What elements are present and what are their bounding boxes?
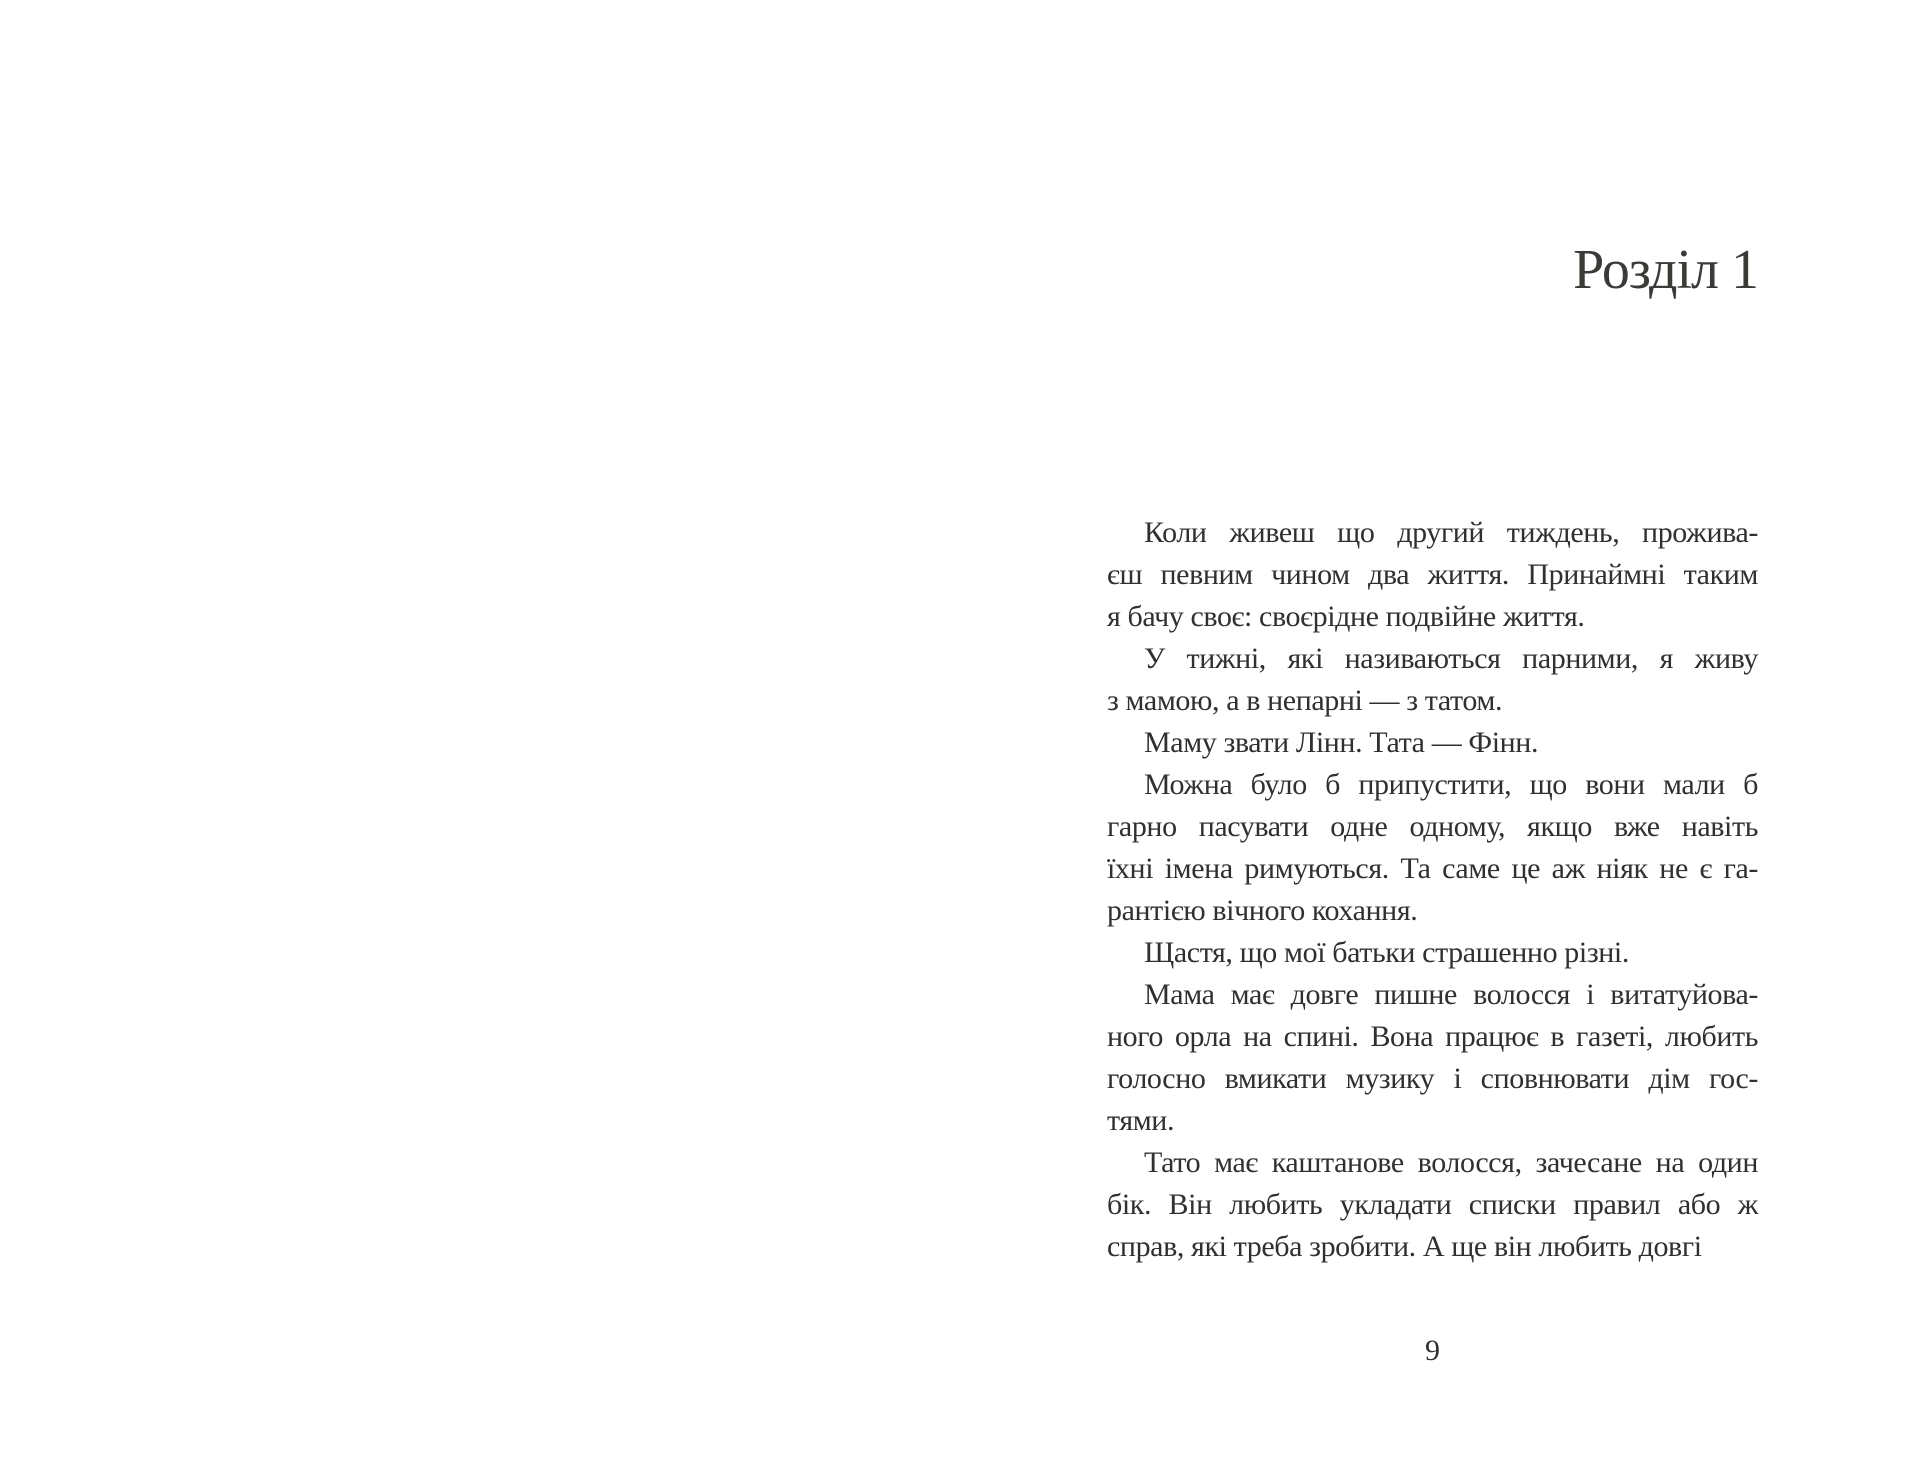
- text-block: [1107, 512, 1758, 1268]
- text-line: рантією вічного кохання.: [1107, 894, 1418, 927]
- text-line: голосно вмикати музику і сповнювати дім гос-: [1107, 1062, 1758, 1095]
- text-line: справ, які треба зробити. А ще він любить довгі: [1107, 1230, 1702, 1263]
- text-line: ного орла на спині. Вона працює в газеті, любить: [1107, 1020, 1758, 1053]
- text-line: їхні імена римуються. Та саме це аж ніяк не є га-: [1107, 852, 1758, 885]
- text-line: я бачу своє: своєрідне подвійне життя.: [1107, 600, 1585, 633]
- text-line: бік. Він любить укладати списки правил або ж: [1107, 1188, 1758, 1221]
- text-line: гарно пасувати одне одному, якщо вже навіть: [1107, 810, 1758, 843]
- text-line: Мама має довге пишне волосся і витатуйова-: [1144, 978, 1758, 1011]
- text-line: з мамою, а в непарні — з татом.: [1107, 684, 1503, 717]
- chapter-title: Розділ 1: [1573, 239, 1758, 301]
- text-line: Тато має каштанове волосся, зачесане на один: [1144, 1146, 1758, 1179]
- page-number: 9: [1425, 1334, 1440, 1367]
- text-line: Можна було б припустити, що вони мали б: [1144, 768, 1758, 801]
- text-line: Маму звати Лінн. Тата — Фінн.: [1144, 726, 1539, 759]
- text-line: У тижні, які називаються парними, я живу: [1144, 642, 1758, 675]
- text-line: єш певним чином два життя. Принаймні таким: [1107, 558, 1758, 591]
- text-line: тями.: [1107, 1104, 1175, 1137]
- text-line: Коли живеш що другий тиждень, прожива-: [1144, 516, 1758, 549]
- text-line: Щастя, що мої батьки страшенно різні.: [1144, 936, 1629, 969]
